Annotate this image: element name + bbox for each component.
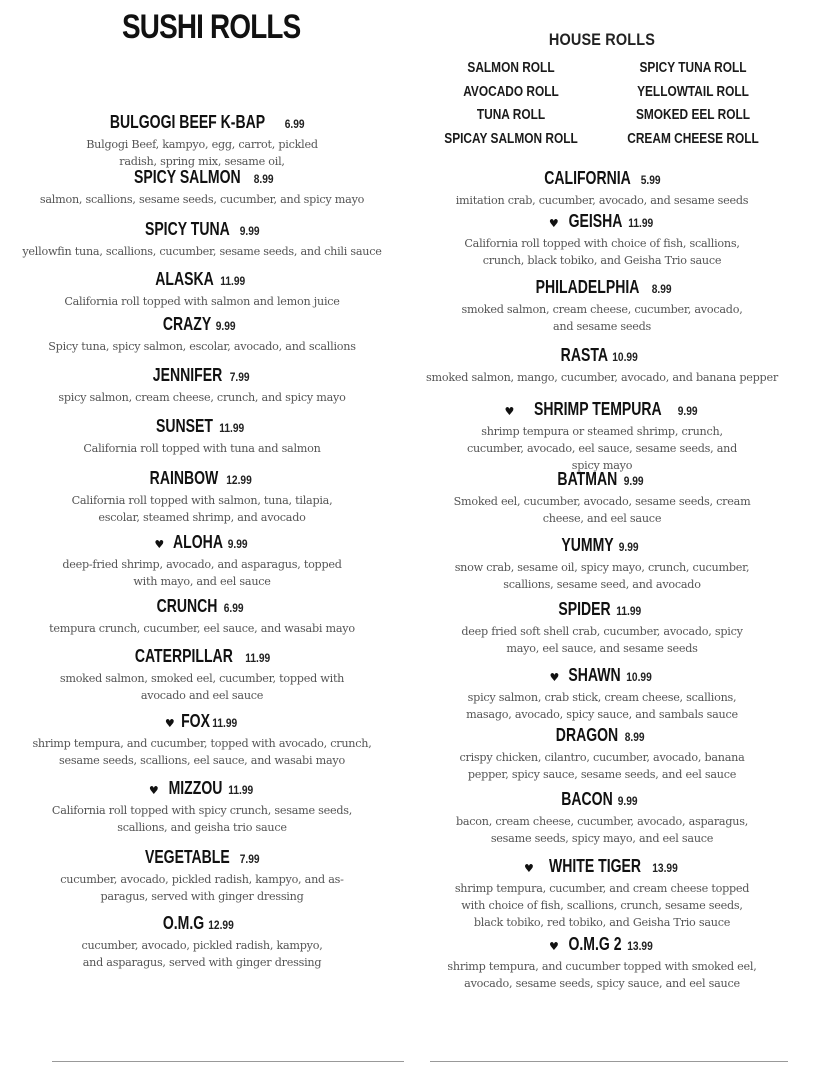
menu-item-name: BACON xyxy=(561,789,614,809)
menu-item-header xyxy=(420,856,784,877)
menu-item xyxy=(420,535,784,593)
menu-item-description: deep-fried shrimp, avocado, and asparagus, topped with mayo, and eel sauce xyxy=(62,558,342,588)
menu-item-description: imitation crab, cucumber, avocado, and sesame seeds xyxy=(455,194,749,207)
menu-item-description: Smoked eel, cucumber, avocado, sesame seeds, cream cheese, and eel sauce xyxy=(453,495,751,525)
menu-item-header xyxy=(18,365,386,386)
menu-item-description: snow crab, sesame oil, spicy mayo, crunch, cucumber, scallions, sesame seed, and avocado xyxy=(454,561,750,591)
menu-item-name: O.M.G xyxy=(163,913,205,933)
menu-item xyxy=(18,167,386,208)
menu-item-header xyxy=(18,468,386,489)
menu-item xyxy=(420,168,784,209)
menu-item-header xyxy=(420,725,784,746)
menu-item-price: 6.99 xyxy=(284,117,305,131)
menu-item-description: bacon, cream cheese, cucumber, avocado, asparagus, sesame seeds, spicy mayo, and eel sauce xyxy=(455,815,749,845)
menu-item-price: 11.99 xyxy=(219,421,244,435)
menu-item-header xyxy=(18,167,386,188)
menu-item xyxy=(420,665,784,723)
menu-item xyxy=(420,277,784,335)
menu-item-price: 13.99 xyxy=(627,939,653,953)
menu-item xyxy=(420,856,784,931)
menu-item-header xyxy=(18,847,386,868)
menu-item-description: smoked salmon, smoked eel, cucumber, topped with avocado and eel sauce xyxy=(59,672,345,702)
menu-item-price: 7.99 xyxy=(229,370,250,384)
menu-item-name: ALASKA xyxy=(155,269,214,289)
menu-item-description: California roll topped with choice of fish, scallions, crunch, black tobiko, and Geisha Trio sauce xyxy=(464,237,740,267)
menu-item-description: Spicy tuna, spicy salmon, escolar, avocado, and scallions xyxy=(48,340,356,353)
menu-item-description: Bulgogi Beef, kampyo, egg, carrot, pickled radish, spring mix, sesame oil, xyxy=(86,138,318,168)
menu-item-header xyxy=(420,469,784,490)
menu-item-name: CRAZY xyxy=(163,314,212,334)
menu-item-description: crispy chicken, cilantro, cucumber, avocado, banana pepper, spicy sauce, sesame seeds, and eel sauce xyxy=(459,751,745,781)
menu-item xyxy=(18,314,386,355)
menu-item-name: O.M.G 2 xyxy=(568,934,622,954)
menu-item-price: 9.99 xyxy=(618,794,638,808)
menu-item-description: smoked salmon, cream cheese, cucumber, avocado, and sesame seeds xyxy=(461,303,743,333)
menu-item-price: 11.99 xyxy=(245,651,271,665)
menu-item-price: 9.99 xyxy=(677,404,698,418)
menu-item xyxy=(18,365,386,406)
heart-icon: ♥ xyxy=(148,784,159,797)
menu-item-price: 9.99 xyxy=(216,319,236,333)
menu-item xyxy=(18,913,386,971)
menu-item-name: JENNIFER xyxy=(152,365,223,385)
menu-item-description: smoked salmon, mango, cucumber, avocado, and banana pepper xyxy=(426,371,778,384)
menu-item-price: 10.99 xyxy=(612,350,639,364)
menu-item-price: 8.99 xyxy=(253,172,274,186)
menu-item-description: cucumber, avocado, pickled radish, kampyo, and asparagus, served with ginger dressing xyxy=(81,939,323,969)
menu-item-price: 7.99 xyxy=(239,852,260,866)
menu-item-name: WHITE TIGER xyxy=(548,856,641,876)
menu-item-price: 5.99 xyxy=(640,173,661,187)
menu-item-description: deep fried soft shell crab, cucumber, avocado, spicy mayo, eel sauce, and sesame seeds xyxy=(461,625,743,655)
menu-item xyxy=(18,112,386,170)
menu-item-price: 12.99 xyxy=(208,918,235,932)
menu-item-description: cucumber, avocado, pickled radish, kampyo, and as-paragus, served with ginger dressing xyxy=(60,873,344,903)
menu-item-description: California roll topped with tuna and salmon xyxy=(83,442,321,455)
menu-item-header xyxy=(420,934,784,955)
menu-item xyxy=(18,269,386,310)
menu-item-header xyxy=(420,277,784,298)
menu-item-price: 9.99 xyxy=(623,474,644,488)
menu-item xyxy=(18,711,386,769)
house-rolls-list xyxy=(420,58,784,150)
menu-item-price: 13.99 xyxy=(652,861,678,875)
house-roll-item: AVOCADO ROLL xyxy=(463,83,559,100)
menu-item-name: BATMAN xyxy=(557,469,618,489)
menu-item-header xyxy=(420,399,784,420)
menu-item-header xyxy=(18,112,386,133)
heart-icon: ♥ xyxy=(549,940,559,953)
menu-item-name: CATERPILLAR xyxy=(135,646,234,666)
house-rolls-section xyxy=(420,30,784,150)
house-roll-item: CREAM CHEESE ROLL xyxy=(627,130,759,147)
menu-item-header xyxy=(18,913,386,934)
menu-item xyxy=(420,934,784,992)
menu-item-description: yellowfin tuna, scallions, cucumber, sesame seeds, and chili sauce xyxy=(22,245,382,258)
menu-item xyxy=(18,416,386,457)
menu-item-name: CRUNCH xyxy=(156,596,218,616)
menu-item-name: MIZZOU xyxy=(168,778,223,798)
menu-item xyxy=(420,211,784,269)
heart-icon: ♥ xyxy=(524,862,534,875)
menu-item xyxy=(18,219,386,260)
menu-item-price: 11.99 xyxy=(616,604,641,618)
menu-item xyxy=(18,646,386,704)
menu-item-name: ALOHA xyxy=(173,532,224,552)
house-roll-item: SPICAY SALMON ROLL xyxy=(444,130,578,147)
menu-item-header xyxy=(18,711,386,732)
menu-item-header xyxy=(420,211,784,232)
menu-item-price: 9.99 xyxy=(618,540,639,554)
menu-item-name: SPICY SALMON xyxy=(134,167,241,187)
menu-item-header xyxy=(18,269,386,290)
menu-item-name: YUMMY xyxy=(561,535,614,555)
menu-item xyxy=(18,778,386,836)
menu-item-price: 10.99 xyxy=(626,670,653,684)
menu-item xyxy=(420,469,784,527)
menu-item-price: 12.99 xyxy=(226,473,252,487)
menu-item-header xyxy=(18,416,386,437)
heart-icon: ♥ xyxy=(154,538,165,551)
menu-item-header xyxy=(18,646,386,667)
menu-item xyxy=(420,345,784,386)
heart-icon: ♥ xyxy=(548,217,559,230)
right-column xyxy=(420,30,784,990)
menu-item-header xyxy=(420,168,784,189)
menu-item-description: salmon, scallions, sesame seeds, cucumber, and spicy mayo xyxy=(39,193,365,206)
heart-icon: ♥ xyxy=(549,671,560,684)
menu-item xyxy=(420,599,784,657)
menu-item-description: tempura crunch, cucumber, eel sauce, and wasabi mayo xyxy=(49,622,355,635)
menu-item-header xyxy=(18,314,386,335)
menu-item-price: 8.99 xyxy=(651,282,672,296)
menu-item xyxy=(420,789,784,847)
menu-item-description: California roll topped with salmon, tuna, tilapia, escolar, steamed shrimp, and avocado xyxy=(71,494,333,524)
menu-item-price: 9.99 xyxy=(239,224,260,238)
menu-item xyxy=(18,596,386,637)
menu-item xyxy=(18,532,386,590)
menu-item-name: SUNSET xyxy=(155,416,213,436)
menu-item-description: shrimp tempura, and cucumber topped with smoked eel, avocado, sesame seeds, spicy sauce, and eel sauce xyxy=(447,960,757,990)
menu-item-header xyxy=(18,596,386,617)
house-roll-item: YELLOWTAIL ROLL xyxy=(637,83,749,100)
menu-item-name: SHAWN xyxy=(568,665,622,685)
menu-item-description: shrimp tempura, cucumber, and cream cheese topped with choice of fish, scallions, crunch, sesame seeds, black tobiko, red tobiko, and Geisha Trio sauce xyxy=(454,882,750,929)
menu-item-header xyxy=(420,665,784,686)
house-roll-item: SPICY TUNA ROLL xyxy=(639,60,747,76)
menu-item-name: SHRIMP TEMPURA xyxy=(534,399,663,419)
house-rolls-title: HOUSE ROLLS xyxy=(548,30,656,49)
heart-icon: ♥ xyxy=(164,717,175,730)
menu-item-price: 11.99 xyxy=(627,216,653,230)
house-roll-item: SMOKED EEL ROLL xyxy=(635,107,751,123)
menu-item xyxy=(18,847,386,905)
menu-item-header xyxy=(420,789,784,810)
menu-item-name: GEISHA xyxy=(568,211,623,231)
menu-item-description: spicy salmon, cream cheese, crunch, and spicy mayo xyxy=(58,391,346,404)
menu-item-header xyxy=(420,599,784,620)
menu-item-name: VEGETABLE xyxy=(144,847,230,867)
menu-item-header xyxy=(18,219,386,240)
menu-item-price: 8.99 xyxy=(625,730,645,744)
menu-item-name: RAINBOW xyxy=(149,468,219,488)
bottom-divider-left xyxy=(52,1061,404,1062)
menu-item-description: California roll topped with salmon and lemon juice xyxy=(64,295,340,308)
menu-item-name: RASTA xyxy=(560,345,608,365)
menu-item-description: shrimp tempura or steamed shrimp, crunch, cucumber, avocado, eel sauce, sesame seeds, and spicy mayo xyxy=(466,425,738,472)
menu-item-name: BULGOGI BEEF K-BAP xyxy=(109,112,265,132)
menu-item-price: 9.99 xyxy=(228,537,248,551)
menu-item xyxy=(18,468,386,526)
menu-item-price: 11.99 xyxy=(227,783,253,797)
page-title: SUSHI ROLLS xyxy=(122,8,301,46)
menu-item-header xyxy=(18,778,386,799)
menu-item-description: spicy salmon, crab stick, cream cheese, scallions, masago, avocado, spicy sauce, and sambals sauce xyxy=(466,691,738,721)
menu-item xyxy=(420,725,784,783)
menu-item-header xyxy=(420,535,784,556)
menu-item-description: shrimp tempura, and cucumber, topped with avocado, crunch, sesame seeds, scallions, eel sauce, and wasabi mayo xyxy=(32,737,372,767)
menu-item-header xyxy=(18,532,386,553)
house-roll-item: TUNA ROLL xyxy=(476,107,546,123)
menu-item-name: DRAGON xyxy=(556,725,619,745)
menu-item-price: 11.99 xyxy=(220,274,245,288)
menu-item-price: 6.99 xyxy=(224,601,244,615)
menu-item-name: SPIDER xyxy=(558,599,611,619)
menu-item-name: PHILADELPHIA xyxy=(535,277,640,297)
heart-icon: ♥ xyxy=(504,405,515,418)
menu-item xyxy=(420,399,784,474)
menu-item-name: FOX xyxy=(180,711,210,731)
house-roll-item: SALMON ROLL xyxy=(467,60,555,76)
menu-item-header xyxy=(420,345,784,366)
menu-item-price: 11.99 xyxy=(211,716,237,730)
bottom-divider-right xyxy=(430,1061,788,1062)
menu-item-name: SPICY TUNA xyxy=(144,219,230,239)
menu-item-name: CALIFORNIA xyxy=(544,168,631,188)
menu-item-description: California roll topped with spicy crunch, sesame seeds, scallions, and geisha trio sauce xyxy=(51,804,353,834)
